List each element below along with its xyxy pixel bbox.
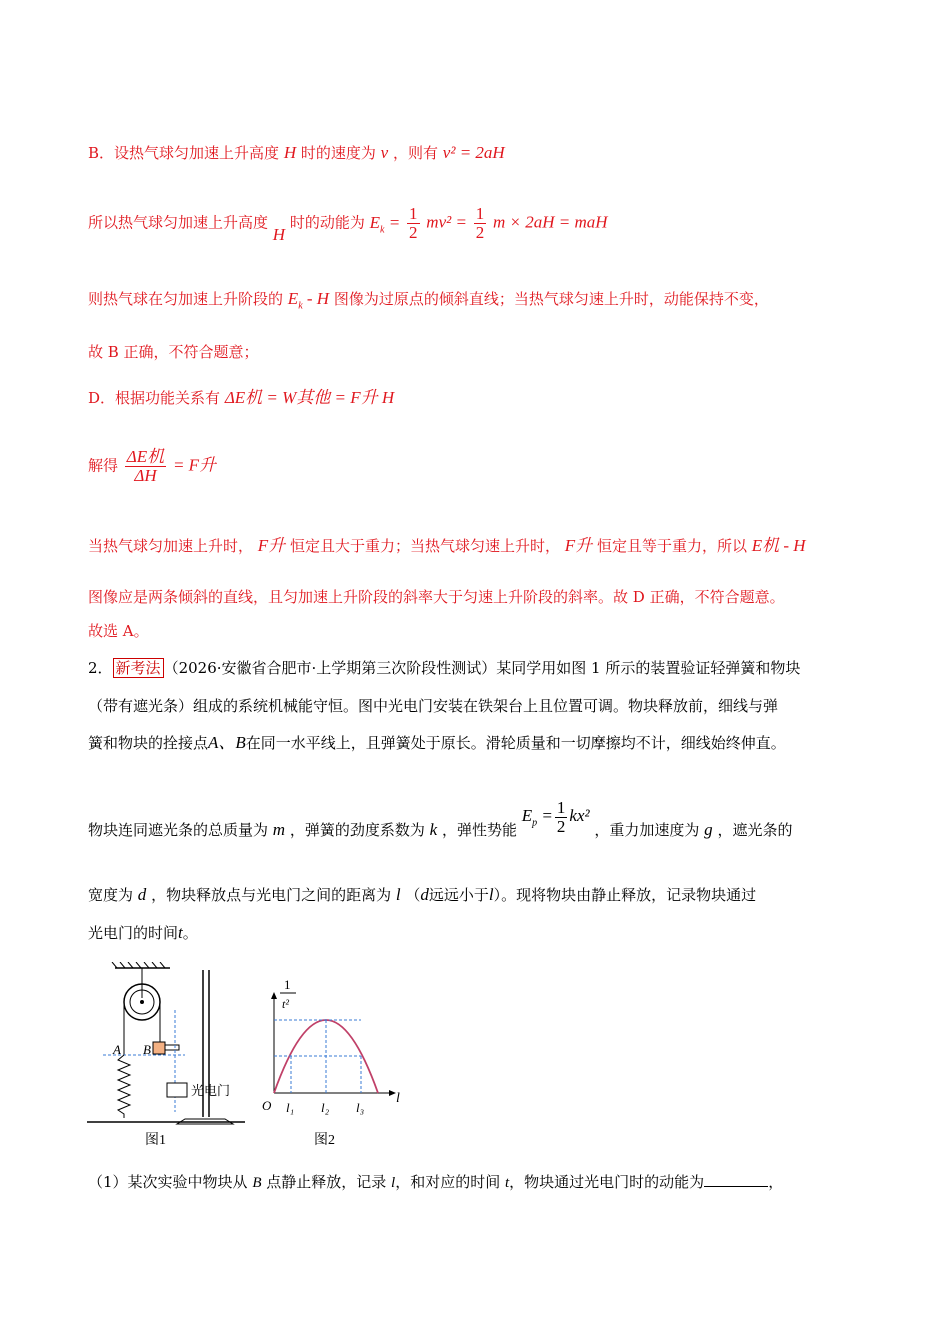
var-t: t bbox=[178, 923, 183, 942]
text: ，重力加速度为 bbox=[594, 821, 700, 839]
f-symbol: F升 bbox=[257, 536, 286, 555]
text: 恒定且等于重力，所以 bbox=[596, 537, 747, 555]
var-l: l bbox=[391, 1175, 396, 1191]
text: 物块连同遮光条的总质量为 bbox=[88, 821, 269, 839]
text: ，物块通过光电门时的动能为 bbox=[509, 1173, 705, 1191]
fraction-half bbox=[555, 799, 568, 836]
var-d: d bbox=[137, 885, 147, 904]
solution-ek-line: 所以热气球匀加速上升高度 H 时的动能为 $E_k$ = $\frac{1}{2}$ mv² = $\frac{1}{2}$ m × 2aH = maH bbox=[88, 204, 608, 244]
sub: p bbox=[532, 817, 538, 829]
var-k: k bbox=[429, 820, 438, 839]
dash-h: - H bbox=[302, 289, 330, 308]
text: ，弹簧的劲度系数为 bbox=[289, 821, 425, 839]
sub: k bbox=[298, 300, 303, 312]
den: 2 bbox=[409, 223, 418, 242]
var-l: l bbox=[488, 885, 494, 904]
num: 1 bbox=[409, 204, 418, 223]
text: ，物块释放点与光电门之间的距离为 bbox=[151, 886, 392, 904]
answer-blank[interactable] bbox=[704, 1172, 768, 1187]
text: 恒定且大于重力；当热气球匀速上升时， bbox=[289, 537, 560, 555]
question-line-2: （带有遮光条）组成的系统机械能守恒。图中光电门安装在铁架台上且位置可调。物块释放前，细线与弹 bbox=[88, 697, 779, 715]
text: B．设热气球匀加速上升高度 bbox=[88, 144, 280, 162]
ek-symbol: E bbox=[287, 289, 299, 308]
text: 。 bbox=[182, 924, 198, 942]
solution-solve-line bbox=[88, 448, 216, 485]
text: 在同一水平线上，且弹簧处于原长。滑轮质量和一切摩擦均不计，细线始终伸直。 bbox=[245, 734, 786, 752]
label-b: B bbox=[143, 1042, 151, 1057]
sub-question-1 bbox=[88, 1171, 783, 1194]
equation: = F升 bbox=[172, 455, 217, 475]
tick-l2: l₂ bbox=[321, 1100, 330, 1115]
ek-symbol: E bbox=[369, 212, 381, 232]
var-h: H bbox=[283, 143, 297, 162]
text: 簧和物块的拴接点 bbox=[88, 734, 209, 752]
var-l: l bbox=[395, 885, 401, 904]
text: 远远小于 bbox=[428, 886, 489, 904]
solution-answer: 故选 A。 bbox=[88, 622, 149, 640]
var-v: v bbox=[380, 143, 389, 162]
text: （2026·安徽省合肥市·上学期第三次阶段性测试）某同学用如图 1 所示的装置验证轻弹簧和物块 bbox=[163, 659, 801, 677]
question-line-3 bbox=[88, 732, 786, 754]
text: 宽度为 bbox=[88, 886, 134, 904]
text: ，则有 bbox=[393, 144, 439, 162]
kx2: kx² bbox=[569, 806, 590, 825]
x-axis-label: l bbox=[396, 1091, 400, 1106]
equation: ΔE机 = W其他 = F升 H bbox=[224, 388, 395, 407]
text: 光电门的时间 bbox=[88, 924, 179, 942]
text: ，弹性势能 bbox=[441, 821, 517, 839]
num: 1 bbox=[475, 204, 485, 223]
var-g: g bbox=[704, 820, 713, 839]
text: 当热气球匀加速上升时， bbox=[88, 537, 254, 555]
text: 时的速度为 bbox=[300, 144, 376, 162]
solution-d-line bbox=[88, 387, 394, 409]
text: ）。现将物块由静止释放，记录物块通过 bbox=[493, 886, 757, 904]
fraction-de-dh bbox=[125, 448, 166, 485]
graph-label: E机 - H bbox=[751, 536, 806, 555]
equation: mv² = bbox=[426, 212, 467, 232]
var-d: d bbox=[420, 885, 429, 904]
tick-l1: l₁ bbox=[286, 1100, 295, 1115]
question-line-1 bbox=[88, 657, 800, 679]
var-t: t bbox=[505, 1175, 510, 1191]
solution-g-line: 图像应是两条倾斜的直线，且匀加速上升阶段的斜率大于匀速上升阶段的斜率。故 D 正确，不符合题意。 bbox=[88, 588, 785, 606]
var-m: m bbox=[272, 820, 286, 839]
text: 则热气球在匀加速上升阶段的 bbox=[88, 290, 284, 308]
eq: = bbox=[541, 806, 553, 825]
fraction-half-2 bbox=[474, 205, 487, 242]
tick-l3: l₃ bbox=[356, 1100, 365, 1115]
figure-2-graph bbox=[258, 970, 418, 1152]
label-a: A bbox=[113, 1042, 121, 1057]
equation: v² = 2aH bbox=[442, 143, 505, 162]
f-symbol: F升 bbox=[564, 536, 593, 555]
text: （ bbox=[405, 886, 421, 904]
new-method-tag: 新考法 bbox=[113, 658, 164, 678]
origin-label: O bbox=[262, 1098, 272, 1113]
num: ΔE机 bbox=[126, 447, 165, 466]
solution-f-line bbox=[88, 535, 806, 557]
num: 1 bbox=[556, 797, 566, 817]
text: D．根据功能关系有 bbox=[88, 389, 221, 407]
text: 解得 bbox=[88, 456, 119, 475]
figure-1-caption: 图1 bbox=[145, 1133, 166, 1148]
ep-symbol: E bbox=[521, 806, 533, 825]
var-b: B bbox=[252, 1175, 262, 1191]
solution-line-3 bbox=[88, 288, 769, 317]
text: ，遮光条的 bbox=[717, 821, 793, 839]
equation: m × 2aH = maH bbox=[493, 212, 608, 232]
text: （1）某次实验中物块从 bbox=[88, 1173, 253, 1191]
y-axis-den: t² bbox=[282, 997, 289, 1011]
var-h: H bbox=[272, 224, 286, 244]
fraction-half bbox=[407, 205, 420, 242]
solution-line-4: 故 B 正确，不符合题意； bbox=[88, 343, 259, 361]
solution-b-line bbox=[88, 142, 505, 164]
text: 所以热气球匀加速上升高度 bbox=[88, 213, 269, 232]
figure-2-caption: 图2 bbox=[314, 1133, 335, 1148]
question-line-4 bbox=[88, 797, 793, 852]
figure-1-apparatus bbox=[85, 962, 255, 1152]
text: 点静止释放，记录 bbox=[261, 1173, 392, 1191]
gate-label: 光电门 bbox=[191, 1083, 231, 1098]
text: 图像为过原点的倾斜直线；当热气球匀速上升时，动能保持不变， bbox=[333, 290, 769, 308]
text: ，和对应的时间 bbox=[395, 1173, 505, 1191]
den: ΔH bbox=[134, 466, 157, 485]
den: 2 bbox=[475, 223, 485, 242]
y-axis-num: 1 bbox=[284, 977, 291, 992]
question-line-6 bbox=[88, 922, 198, 944]
text: ， bbox=[768, 1173, 784, 1191]
points-ab: A、B bbox=[208, 733, 246, 752]
den: 2 bbox=[556, 816, 566, 836]
question-line-5 bbox=[88, 884, 756, 906]
text: 时的动能为 bbox=[289, 213, 365, 232]
question-number: 2． bbox=[88, 659, 113, 677]
sub: k bbox=[380, 223, 385, 235]
